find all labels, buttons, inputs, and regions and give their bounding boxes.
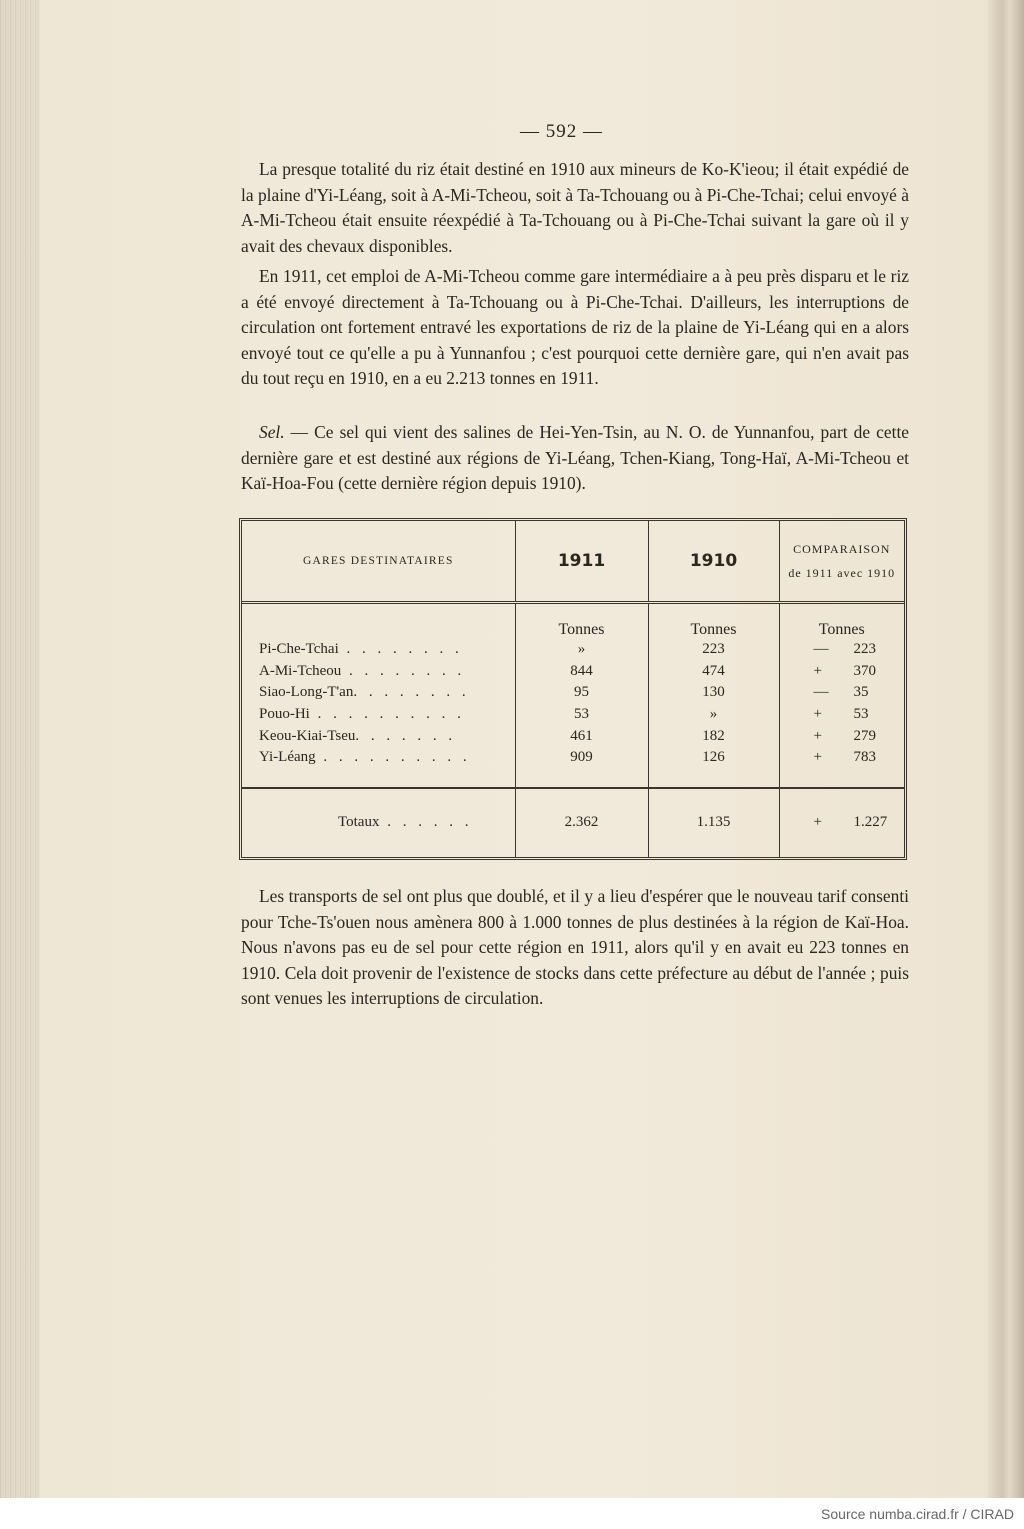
table-row xyxy=(242,704,904,726)
paragraph-salt xyxy=(241,420,909,497)
totals-label: Totaux . . . . . . xyxy=(242,788,515,857)
page-stack-edge-right xyxy=(988,0,1024,1498)
total-comparison: + 1.227 xyxy=(779,788,904,857)
value-1910: 182 xyxy=(648,725,779,747)
table-header-row xyxy=(242,521,904,603)
station-name: Keou-Kiai-Tseu. . . . . . . xyxy=(259,727,457,744)
paragraph-text: — Ce sel qui vient des salines de Hei-Yen-Tsin, au N. O. de Yunnanfou, part de cette dernière gare et est destiné aux régions de Yi-Léang, Tchen-Kiang, Tong-Haï, A-Mi-Tcheou et Kaï-Hoa-Fou (cette dernière région depuis 1910). xyxy=(241,422,909,493)
table-row xyxy=(242,682,904,704)
column-header-comparison xyxy=(779,521,904,603)
salt-data-table xyxy=(242,521,904,857)
column-header-1911: 1911 xyxy=(515,521,648,603)
value-1911: » xyxy=(515,639,648,661)
comparison-value: + 53 xyxy=(779,704,904,726)
value-1911: 53 xyxy=(515,704,648,726)
value-1910: 223 xyxy=(648,639,779,661)
page-number: — 592 — xyxy=(520,121,603,142)
comparison-value: — 35 xyxy=(779,682,904,704)
section-heading-sel: Sel. xyxy=(259,422,285,442)
comparison-value: + 370 xyxy=(779,660,904,682)
value-1910: » xyxy=(648,704,779,726)
units-row xyxy=(242,603,904,639)
column-header-stations: GARES DESTINATAIRES xyxy=(242,521,515,603)
unit-label: Tonnes xyxy=(515,603,648,639)
paragraph-salt-closing xyxy=(241,884,909,1012)
value-1911: 461 xyxy=(515,725,648,747)
table-row xyxy=(242,660,904,682)
paragraph-text: Les transports de sel ont plus que doublé, et il y a lieu d'espérer que le nouveau tarif consenti pour Tche-Ts'ouen nous amènera 800 à 1.000 tonnes de plus destinées à la région de Kaï-Hoa. Nous n'avons pas eu de sel pour cette région en 1911, alors qu'il y en avait eu 223 tonnes en 1910. Cela doit provenir de l'existence de stocks dans cette préfecture au début de l'année ; puis sont venues les interruptions de circulation. xyxy=(241,886,909,1008)
value-1911: 909 xyxy=(515,747,648,769)
unit-label: Tonnes xyxy=(779,603,904,639)
station-name: Pi-Che-Tchai . . . . . . . . xyxy=(259,641,463,657)
station-name: Siao-Long-T'an. . . . . . . . xyxy=(259,684,470,701)
table-row xyxy=(242,747,904,769)
station-name: A-Mi-Tcheou . . . . . . . . xyxy=(259,662,466,679)
paragraph-text: En 1911, cet emploi de A-Mi-Tcheou comme gare intermédiaire a à peu près disparu et le riz a été envoyé directement à Ta-Tchouang ou à Pi-Che-Tchai. D'ailleurs, les interruptions de circulation ont fortement entravé les exportations de riz de la plaine de Yi-Léang qui en a alors envoyé tout ce qu'elle a pu à Yunnanfou ; c'est pourquoi cette dernière gare, qui n'en avait pas du tout reçu en 1910, en a eu 2.213 tonnes en 1911. xyxy=(241,266,909,388)
table-row xyxy=(242,725,904,747)
value-1911: 844 xyxy=(515,660,648,682)
table-row xyxy=(242,639,904,661)
comparison-header-line2: de 1911 avec 1910 xyxy=(788,566,896,581)
page-stack-edge-left xyxy=(0,0,40,1498)
comparison-value: + 279 xyxy=(779,725,904,747)
value-1910: 126 xyxy=(648,747,779,769)
value-1911: 95 xyxy=(515,682,648,704)
column-header-1910: 1910 xyxy=(648,521,779,603)
comparison-header-line1: COMPARAISON xyxy=(793,542,891,557)
paragraph-text: La presque totalité du riz était destiné en 1910 aux mineurs de Ko-K'ieou; il était expédié de la plaine d'Yi-Léang, soit à A-Mi-Tcheou, soit à Ta-Tchouang ou à Pi-Che-Tchai; celui envoyé à A-Mi-Tcheou était ensuite réexpédié à Ta-Tchouang ou à Pi-Che-Tchai suivant la gare où il y avait des chevaux disponibles. xyxy=(241,159,909,256)
value-1910: 474 xyxy=(648,660,779,682)
comparison-value: — 223 xyxy=(779,639,904,661)
source-credit: Source numba.cirad.fr / CIRAD xyxy=(821,1506,1014,1522)
station-name: Pouo-Hi . . . . . . . . . . xyxy=(259,705,465,722)
comparison-value: + 783 xyxy=(779,747,904,769)
value-1910: 130 xyxy=(648,682,779,704)
totals-row xyxy=(242,788,904,857)
paragraph-rice-1 xyxy=(241,157,909,259)
station-name: Yi-Léang . . . . . . . . . . xyxy=(259,749,471,766)
total-1911: 2.362 xyxy=(515,788,648,857)
unit-label: Tonnes xyxy=(648,603,779,639)
salt-table xyxy=(239,518,907,860)
total-1910: 1.135 xyxy=(648,788,779,857)
paragraph-rice-2 xyxy=(241,264,909,392)
